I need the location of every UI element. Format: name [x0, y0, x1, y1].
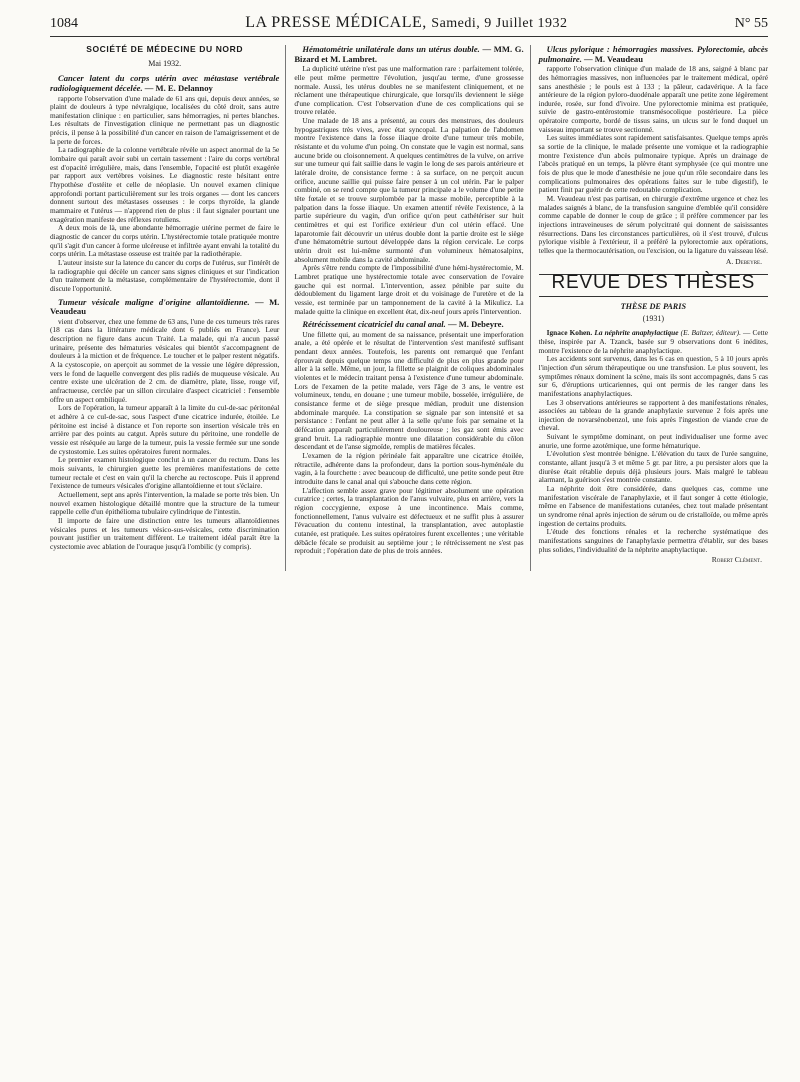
revue-title: REVUE DES THÈSES [551, 272, 756, 294]
these-author: Ignace Kohen. [546, 328, 593, 338]
paragraph: La duplicité utérine n'est pas une malformation rare : parfaitement tolérée, elle peut même permettre l'évolution, jusqu'au terme, d'une grossesse normale. Aussi, les utérus doubles ne se manifestent cliniquement, et ne réclament une thérapeutique chirurgicale, que lorsqu'ils deviennent le siège d'une complication. C'est l'observation d'une de ces complications qui se trouve relatée. [294, 64, 524, 117]
divider [539, 296, 768, 297]
signature: A. Debeyre. [725, 256, 762, 266]
article-title-text: Rétrécissement cicatriciel du canal anal. [302, 319, 446, 330]
paragraph: L'étude des fonctions rénales et la recherche systématique des manifestations sanguines de l'anaphylaxie permettra d'établir, sur des bases plus solides, l'individualité de la néphrite anaphylactique. [538, 527, 768, 554]
column-3 [539, 45, 768, 571]
paragraph: Les 3 observations antérieures se rapportent à des manifestations rénales, associées au tableau de la grande anaphylaxie survenue 2 fois après une injection de novarsénobenzol, une fois après l'ingestion de viande crue de cheval. [538, 397, 768, 433]
page-header [50, 14, 768, 37]
these-publisher: (E. Baltzer, éditeur). [680, 328, 741, 338]
these-year: (1931) [642, 313, 664, 323]
paragraph: M. Veaudeau n'est pas partisan, en chirurgie d'extrême urgence et chez les malades saignés à blanc, de la transfusion sanguine d'emblée qu'il considère comme capable de donner le coup de grâce ; il préfère commencer par les injections intraveineuses de sérum polycitraté qui donnent de saisissantes résurrections. Dans les circonstances particulières, où il s'est trouvé, d'ulcus pylorique visible à l'extérieur, il a préféré la pylorectomie aux opérations, telles que la thermocautérisation, ou l'excision, ou la ligature du vaisseau lésé. [538, 194, 768, 255]
paragraph: La néphrite doit être considérée, dans quelques cas, comme une manifestation viscérale de l'anaphylaxie, et il faut songer à cette étiologie, même en l'absence de manifestations cutanées, chez tout malade présentant un syndrome rénal après injection de sérum ou de cristalloïde, ou même après ingestion de certains produits. [538, 484, 768, 528]
paragraph: — Cette thèse, inspirée par A. Tzanck, basée sur 9 observations dont 6 inédites, montre l'existence de la néphrite anaphylactique. [538, 328, 768, 355]
these-work-title: La néphrite anaphylactique [594, 328, 679, 338]
paragraph: Lors de l'opération, la tumeur apparaît à la limite du cul-de-sac péritonéal et adhère à ce cul-de-sac, sous l'aspect d'une cicatrice indurée, étoilée. Le péritoine est incisé à distance et l'on reporte son insertion vésicale très en arrière par des points au catgut. Après suture du péritoine, une rondelle de vessie est réséquée au large de la tumeur, puis la vessie fermée sur une sonde de cystostomie. Les suites opératoires furent normales. [50, 403, 280, 456]
paragraph: vient d'observer, chez une femme de 63 ans, l'une de ces tumeurs très rares (18 cas dans la littérature médicale dont 6 publiés en France). Leur description ne figure dans aucun Traité. La malade, qui n'a aucun passé urinaire, présente des hématuries vésicales qui bientôt s'accompagnent de douleurs à la miction et de fréquence. Le toucher et le palper restent négatifs. A la cystoscopie, on aperçoit au sommet de la vessie une légère dépression, vers le fond de laquelle convergent des plis radiés de muqueuse vésicale. Au centre existe une ulcération de 2 cm. de diamètre, plate, lisse, rouge vif, anfractueuse, cerclée par un sillon circulaire d'aspect cicatriciel : l'ensemble offre un aspect ombiliqué. [50, 316, 280, 404]
these-title: THÈSE DE PARIS [620, 301, 686, 311]
signature: Robert Clément. [711, 555, 762, 565]
column-2 [294, 45, 530, 571]
article-author: — MM. G. Bizard et M. Lambret. [294, 44, 524, 64]
paragraph: Après s'être rendu compte de l'impossibilité d'une hémi-hystérectomie, M. Lambret pratique une hystérectomie totale avec conservation de l'ovaire gauche qui est normal. L'intervention, assez pénible par suite du dédoublement du ligament large droit et du voisinage de l'uretère et de la vessie, est terminée par un tamponnement de la cavité à la Mikulicz. La malade quitte la clinique en excellent état, dix-neuf jours après l'intervention. [294, 263, 524, 316]
paragraph: Une malade de 18 ans a présenté, au cours des menstrues, des douleurs hypogastriques très vives, avec état syncopal. La palpation de l'abdomen montre l'existence dans la fosse iliaque droite d'une tumeur très mobile, résistante et du volume d'un poing. On constate que le vagin est normal, sans aucune bride ou cloisonnement. A quelques centimètres de la vulve, on arrive sur une tumeur qui fait saillie dans le vagin le long de ses parois antérieure et latérale droite, de consistance ferme : à sa surface, on ne perçoit aucun orifice, aucune saillie qui puisse faire penser à un col utérin. Par le palper combiné, on se rend compte que la tumeur principale a le volume d'une petite tête fœtale et se trouve surplombée par la masse mobile, perceptible à la palpation dans la fosse iliaque. Un examen attentif révèle l'existence, à la partie supérieure du vagin, d'un orifice qu'on peut cathétériser sur huit centimètres et qui est l'orifice extérieur d'un col utérin effacé. Une laparotomie fait découvrir un utérus double dont la partie droite est le siège d'une hématométrie surtout développée dans la région cervicale. Le corps utérin droit est lui-même surmonté d'un volumineux hématosalpinx, absolument mobile dans la cavité abdominale. [294, 116, 524, 264]
paragraph: L'évolution s'est montrée bénigne. L'élévation du taux de l'urée sanguine, constante, allant jusqu'à 3 et même 5 gr. par litre, a pu persister alors que la diurèse était rétablie depuis déjà plusieurs jours. Mais malgré le tableau alarmant, la guérison s'est montrée constante. [538, 449, 768, 485]
these-entry [539, 329, 768, 355]
paragraph: Il importe de faire une distinction entre les tumeurs allantoïdiennes vésicales pures et les tumeurs vésico-sus-vésicales, cette discrimination pouvant justifier un traitement différent. Le traitement idéal paraît être la cystectomie avec ablation de l'ouraque jusqu'à l'ombilic (y compris). [50, 515, 280, 551]
article-author: — M. Veaudeau [584, 53, 644, 64]
paragraph: Les accidents sont survenus, dans les 6 cas en question, 5 à 10 jours après l'injection d'un sérum thérapeutique ou une transfusion. Le plus souvent, les symptômes rénaux dominent la scène, mais ils sont accompagnés, dans 5 cas sur 6, d'éruptions urticariennes, qui ont permis de les ranger dans les manifestations anaphylactiques. [538, 354, 768, 398]
issue-number: N° 55 [734, 16, 768, 31]
paragraph: A deux mois de là, une abondante hémorragie utérine permet de faire le diagnostic de cancer du corps utérin. L'hystérectomie totale pratiquée montre qu'il s'agit d'un cancer à forme ulcéreuse et infiltrée ayant envahi la totalité du corps utérin. La métastase osseuse est traitée par la radiothérapie. [50, 223, 280, 259]
article-title-text: Cancer latent du corps utérin avec métastase vertébrale radiologiquement décelée. [50, 73, 280, 93]
section-title: SOCIÉTÉ DE MÉDECINE DU NORD [86, 44, 244, 54]
column-1 [50, 45, 286, 571]
article-author: — M. Veaudeau [50, 296, 280, 317]
paragraph: L'examen de la région périnéale fait apparaître une cicatrice étoilée, rétractile, adhérente dans la profondeur, dans la portion sous-hyménéale du vagin, à la fourchette : avec beaucoup de difficulté, une petite sonde peut être introduite dans le canal anal qui s'abouche dans cette région. [294, 451, 524, 486]
paragraph: Actuellement, sept ans après l'intervention, la malade se porte très bien. Un nouvel examen histologique détaillé montre que la structure de la tumeur rappelle celle d'un épithélioma tubulaire cylindrique de l'intestin. [50, 489, 280, 517]
paragraph: L'auteur insiste sur la latence du cancer du corps de l'utérus, sur l'intérêt de la radiographie qui décèle un cancer sans signes cliniques et sur l'indication d'un traitement de la métastase, complémentaire de l'hystérectomie, dont il discute l'opportunité. [50, 257, 280, 293]
article-title-text: Tumeur vésicale maligne d'origine allantoïdienne. [58, 296, 250, 307]
article-title [50, 298, 279, 317]
article-title [294, 45, 523, 64]
paragraph: Une fillette qui, au moment de sa naissance, présentait une imperforation anale, a été opérée et le résultat de l'intervention s'est manifesté suffisant pendant deux années. Toutefois, les parents ont remarqué que l'enfant éprouvait depuis quelque temps une difficulté de plus en plus grande pour aller à la selle. Même, un jour, la fillette se plaignit de coliques abdominales violentes et le médecin traitant pensa à l'existence d'une tumeur abdominale. Lors de l'examen de la petite malade, vers l'âge de 3 ans, le ventre est volumineux, tendu, en douane ; une tumeur mobile, bosselée, irrégulière, de consistance ferme et de siège presque médian, produit une distension abdominale marquée. La constipation se signale par son intensité et sa persistance : l'enfant ne peut aller à la selle qu'une fois par semaine et la défécation apparaît particulièrement douloureuse ; les gaz sont émis avec grand bruit. La radiographie montre une dilatation considérable du côlon descendant et de l'anse sigmoïde, remplis de matières fécales. [294, 329, 524, 452]
text-columns [50, 45, 768, 571]
paragraph: La radiographie de la colonne vertébrale révèle un aspect anormal de la 5e lombaire qui paraît avoir subi un certain tassement : l'aire du corps vertébral est d'opacité irrégulière, mais, dans l'ensemble, l'opacité est plutôt exagérée par rapport aux vertèbres voisines. Le diagnostic reste hésitant entre l'hypothèse d'ostéite et celle de néoplasie. Un nouvel examen clinique approfondi portant particulièrement sur les trois organes — dont les cancers donnent surtout des métastases osseuses : le corps thyroïde, la glande mammaire et l'utérus — n'apprend rien de plus : il faut signaler pourtant une exagération manifeste des réflexes rotuliens. [50, 145, 280, 224]
paragraph: L'affection semble assez grave pour légitimer absolument une opération curatrice ; certes, la transplantation de l'anus vulvaire, plus en arrière, vers la région coccygienne, expose à une incontinence. Mais comme, fonctionnellement, l'anus vulvaire est défectueux et ne suffit plus à assurer l'évacuation du contenu intestinal, la transplantation, avec autoplastie cutanée, est pratiquée. Les suites opératoires furent excellentes ; une véritable débâcle fécale se produisit au septième jour ; le rétrécissement ne s'est pas reproduit ; l'opération date de plus de trois années. [294, 485, 524, 556]
article-author: — M. Debeyre. [447, 319, 504, 330]
issue-date: Samedi, 9 Juillet 1932 [431, 16, 568, 31]
journal-title [245, 14, 567, 32]
paragraph: rapporte l'observation clinique d'un malade de 18 ans, saigné à blanc par des hémorragies massives, non influencées par le traitement médical, opéré sans anesthésie ; le pouls est à 133 ; la pâleur, cadavérique. A la face antérieure de la région pyloro-duodénale apparaît une petite zone légèrement indurée, rosée, sur fond d'ivoire. Une pylorectomie minima est pratiquée, suivie de gastro-entérostomie transmésocolique postérieure. La pièce opératoire comporte, bordé de tissus sains, un ulcus sur le fond duquel un vaisseau important se trouve sectionné. [538, 64, 768, 134]
article-author: — M. E. Delannoy [144, 82, 213, 93]
paragraph: rapporte l'observation d'une malade de 61 ans qui, depuis deux années, se plaint de douleurs à type névralgique, localisées du côté droit, sans autre manifestation clinique : en particulier, sans hémorragies, ni pertes blanches. Les résultats de l'investigation clinique ne permettant pas un diagnostic précis, il pense à la possibilité d'un cancer en raison de l'amaigrissement et de la perte de forces. [50, 93, 280, 146]
section-date: Mai 1932. [148, 58, 182, 68]
article-title-text: Hématométrie unilatérale dans un utérus double. [302, 44, 480, 54]
article-title [294, 320, 523, 330]
article-title [539, 45, 768, 64]
page-number: 1084 [50, 16, 78, 31]
paragraph: Suivant le symptôme dominant, on peut individualiser une forme avec anurie, une forme azotémique, une forme hématurique. [538, 432, 768, 450]
article-title [50, 74, 279, 93]
paragraph: Le premier examen histologique conclut à un cancer du rectum. Dans les mois suivants, le chirurgien guette les premières manifestations de cette tumeur rectale et c'est en vain qu'il la cherche au rectoscope. Puis il apprend l'existence de tumeurs vésicales d'origine allantoïdienne et tout s'éclaire. [50, 455, 280, 491]
paragraph: Les suites immédiates sont rapidement satisfaisantes. Quelque temps après sa sortie de la clinique, le malade présente une vomique et la radiographie montre l'existence d'un abcès pulmonaire typique. Après un drainage de l'abcès pratiqué en un temps, la plèvre étant symphysée (ce qui montre une fois de plus que le mode d'anesthésie ne joue qu'un rôle secondaire dans les complications pulmonaires des opérations faites sur le tube digestif), le patient finit par guérir de cette redoutable complication. [538, 133, 768, 195]
journal-name: LA PRESSE MÉDICALE, [245, 14, 427, 31]
article-title-text: Ulcus pylorique : hémorragies massives. Pylorectomie, abcès pulmonaire. [538, 44, 768, 64]
